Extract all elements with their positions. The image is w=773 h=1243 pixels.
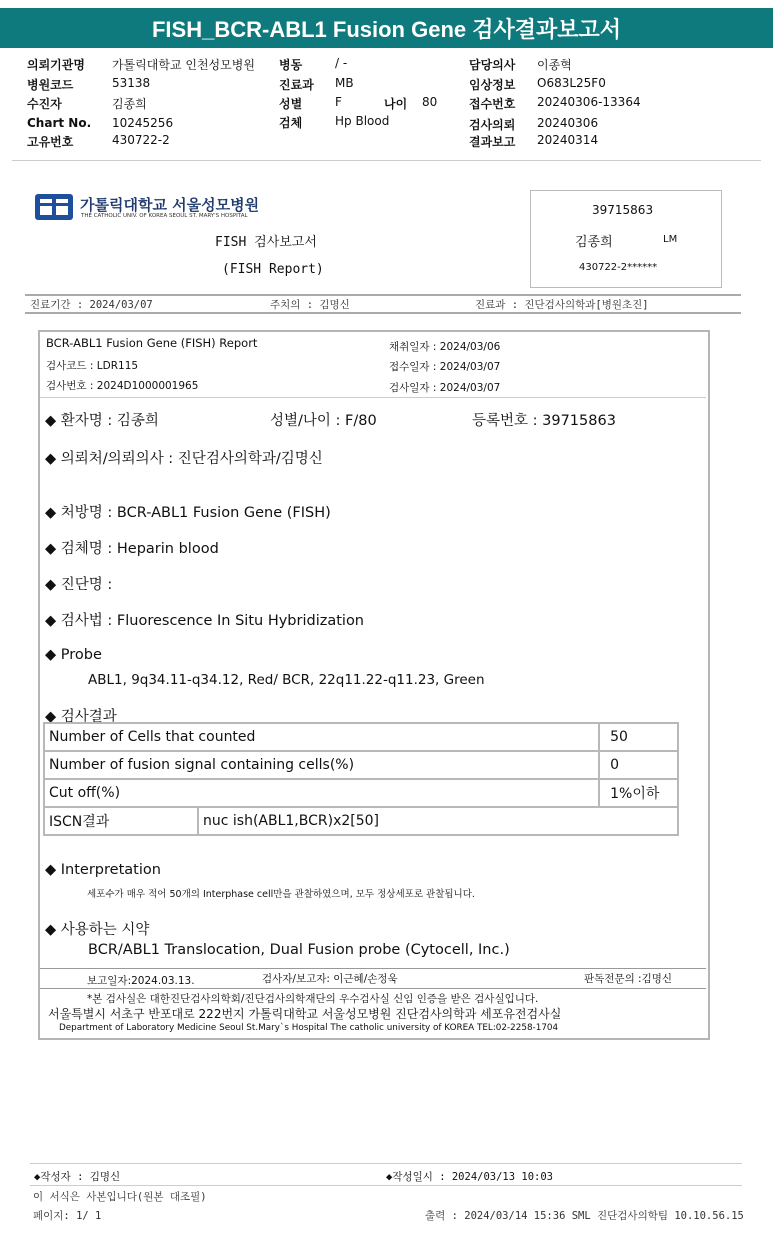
prescription: 처방명 : BCR-ABL1 Fusion Gene (FISH) [60, 505, 331, 521]
patient-name-row [45, 409, 159, 430]
collect-date: 채취일자 : 2024/03/06 [389, 341, 501, 353]
sex-age: 성별/나이 : F/80 [270, 413, 377, 429]
diagnosis: 진단명 : [60, 577, 113, 593]
result-table [43, 722, 679, 836]
visit-line-top [25, 294, 741, 296]
header-label: 진료과 [279, 78, 314, 92]
age-value: 80 [422, 95, 438, 109]
header-label: 접수번호 [469, 97, 516, 111]
patient-name: 환자명 : 김종희 [60, 413, 159, 429]
receipt-date: 접수일자 : 2024/03/07 [389, 361, 501, 373]
print-info: 출력 : 2024/03/14 15:36 SML 진단검사의학팀 10.10.56.15 [425, 1210, 744, 1222]
patient-box-code: LM [663, 234, 678, 245]
registration-number: 등록번호 : 39715863 [472, 413, 616, 429]
report-footer-divider [40, 968, 706, 969]
visit-period: 진료기간 : 2024/03/07 [30, 299, 153, 311]
patient-box-name: 김종희 [575, 235, 613, 250]
diamond-bullet-icon: ◆ [45, 647, 57, 663]
copy-note: 이 서식은 사본입니다(원본 대조필) [33, 1191, 207, 1203]
header-label: 임상정보 [469, 78, 516, 92]
header-value: 이종혁 [537, 58, 572, 72]
header-label: 결과보고 [469, 135, 516, 149]
result-name: Number of fusion signal containing cells(%) [44, 751, 599, 779]
header-value: 20240314 [537, 133, 599, 147]
header-value: F [335, 95, 342, 109]
diamond-bullet-icon: ◆ [45, 451, 57, 467]
referrer: 의뢰처/의뢰의사 : 진단검사의학과/김명신 [60, 451, 323, 467]
examiner: 검사자/보고자: 이근혜/손정욱 [262, 973, 398, 985]
result-value: 1%이하 [599, 779, 678, 807]
hospital-emblem-icon [34, 193, 74, 221]
diamond-bullet-icon: ◆ [45, 413, 57, 429]
footer-written-date: ◆작성일시 : 2024/03/13 10:03 [386, 1171, 554, 1183]
method-row [45, 609, 364, 630]
lab-address-en: Department of Laboratory Medicine Seoul St.Mary`s Hospital The catholic university of KOREA TEL:02-2258-1704 [59, 1023, 559, 1033]
diamond-bullet-icon: ◆ [45, 541, 57, 557]
report-title: BCR-ABL1 Fusion Gene (FISH) Report [46, 336, 258, 350]
header-label: 병원코드 [27, 78, 74, 92]
header-value: 10245256 [112, 116, 174, 130]
header-label: 병동 [279, 58, 303, 72]
patient-box-id: 39715863 [592, 203, 654, 217]
visit-dept: 진료과 : 진단검사의학과[병원초진] [475, 299, 649, 311]
reagent-label: 사용하는 시약 [60, 922, 150, 938]
header-value: MB [335, 76, 354, 90]
probe-detail: ABL1, 9q34.11-q34.12, Red/ BCR, 22q11.22-q11.23, Green [88, 672, 485, 688]
visit-line-bottom [25, 312, 741, 314]
reagent-text: BCR/ABL1 Translocation, Dual Fusion probe (Cytocell, Inc.) [88, 942, 510, 958]
header-value: 20240306 [537, 116, 599, 130]
table-row [44, 751, 678, 779]
header-value: 가톨릭대학교 인천성모병원 [112, 58, 255, 72]
interpretation-label: Interpretation [60, 862, 161, 878]
probe-row [45, 647, 102, 663]
table-row [44, 779, 678, 807]
header-value: 20240306-13364 [537, 95, 641, 109]
hospital-logo [34, 193, 74, 225]
header-label: 의뢰기관명 [27, 58, 85, 72]
header-label: 담당의사 [469, 58, 516, 72]
diamond-bullet-icon: ◆ [45, 577, 57, 593]
table-row [44, 723, 678, 751]
specimen-row [45, 537, 219, 558]
visit-doctor: 주치의 : 김명신 [270, 299, 350, 311]
diamond-bullet-icon: ◆ [45, 709, 57, 725]
diamond-bullet-icon: ◆ [45, 922, 57, 938]
report-footer-divider-2 [40, 988, 706, 989]
header-label: 검사의뢰 [469, 118, 516, 132]
certification-note: *본 검사실은 대한진단검사의학회/진단검사의학재단의 우수검사실 신임 인증을 받은 검사실입니다. [87, 993, 539, 1005]
interpretation-row [45, 862, 161, 878]
diamond-bullet-icon: ◆ [45, 862, 57, 878]
referrer-row [45, 447, 323, 468]
header-value: / - [335, 56, 348, 70]
result-label: 검사결과 [60, 709, 117, 725]
footer-writer: ◆작성자 : 김명신 [34, 1171, 121, 1183]
diamond-bullet-icon: ◆ [45, 613, 57, 629]
test-number: 검사번호 : 2024D1000001965 [46, 380, 199, 392]
report-date: 보고일자:2024.03.13. [87, 975, 195, 987]
hospital-name-en: THE CATHOLIC UNIV. OF KOREA SEOUL ST. MARY'S HOSPITAL [81, 213, 248, 219]
hospital-name: 가톨릭대학교 서울성모병원 [80, 196, 260, 214]
iscn-label: ISCN결과 [44, 807, 198, 835]
header-label: 검체 [279, 116, 303, 130]
header-divider [12, 160, 761, 161]
prescription-row [45, 501, 331, 522]
diagnosis-row [45, 573, 112, 594]
header-label: 고유번호 [27, 135, 74, 149]
page-number: 페이지: 1/ 1 [33, 1210, 102, 1222]
test-date: 검사일자 : 2024/03/07 [389, 382, 501, 394]
header-value: Hp Blood [335, 114, 390, 128]
header-value: 430722-2 [112, 133, 170, 147]
doc-title: FISH 검사보고서 [215, 235, 317, 250]
test-code: 검사코드 : LDR115 [46, 360, 139, 372]
method: 검사법 : Fluorescence In Situ Hybridization [60, 613, 364, 629]
footer-divider-2 [30, 1185, 742, 1186]
report-divider [40, 397, 706, 398]
report-banner: FISH_BCR-ABL1 Fusion Gene 검사결과보고서 [0, 8, 773, 48]
specimen: 검체명 : Heparin blood [60, 541, 219, 557]
result-name: Cut off(%) [44, 779, 599, 807]
footer-divider [30, 1163, 742, 1164]
table-row [44, 807, 678, 835]
patient-box-reg: 430722-2****** [579, 262, 658, 273]
interpretation-text: 세포수가 매우 적어 50개의 Interphase cell만을 관찰하였으며, 모두 정상세포로 관찰됩니다. [87, 889, 475, 900]
specialist: 판독전문의 :김명신 [584, 973, 673, 985]
result-value: 50 [599, 723, 678, 751]
reagent-row [45, 918, 149, 939]
iscn-value: nuc ish(ABL1,BCR)x2[50] [198, 807, 678, 835]
probe-label: Probe [60, 647, 102, 663]
header-value: O683L25F0 [537, 76, 606, 90]
result-value: 0 [599, 751, 678, 779]
header-label: 수진자 [27, 97, 62, 111]
age-label: 나이 [384, 97, 408, 111]
header-label: Chart No. [27, 116, 92, 130]
header-label: 성별 [279, 97, 303, 111]
header-value: 김종희 [112, 97, 147, 111]
result-name: Number of Cells that counted [44, 723, 599, 751]
lab-address: 서울특별시 서초구 반포대로 222번지 가톨릭대학교 서울성모병원 진단검사의학과 세포유전검사실 [48, 1007, 562, 1021]
doc-subtitle: (FISH Report) [222, 262, 324, 277]
diamond-bullet-icon: ◆ [45, 505, 57, 521]
header-value: 53138 [112, 76, 151, 90]
